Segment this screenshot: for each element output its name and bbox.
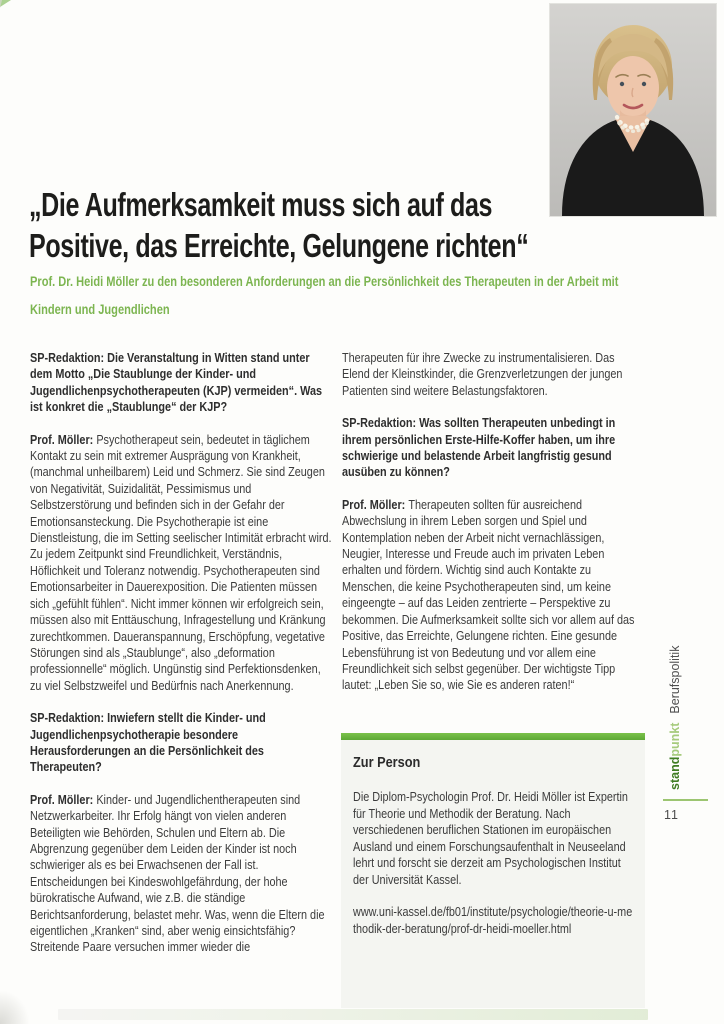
info-box-accent-bar — [341, 733, 645, 740]
article-headline — [29, 184, 686, 266]
answer-text: Therapeuten sollten für ausreichend Abwechslung in ihrem Leben sorgen und Spiel und Kontemplation neben der Arbeit nicht vernachlässigen, Neugier, Interesse und Freude auch im privaten Leben erhalten und fördern. Wichtig sind auch Kontakte zu Menschen, die keine Psychotherapeuten sind, um keine eingeengte – auf das Leiden zentrierte – Perspektive zu bekommen. Die Aufmerksamkeit sollte sich vor allem auf das Positive, das Erreichte, Gelungene richten. Eine gesunde Lebensführung ist von Bedeutung und vor allem eine Freundlichkeit sich selbst gegenüber. Der wichtigste Tipp lautet: „Leben Sie so, wie Sie es anderen raten!“ — [342, 497, 635, 693]
interview-question: SP-Redaktion: Inwiefern stellt die Kinder- und Jugendlichenpsychotherapie besondere Herausforderungen an die Persönlichkeit des Therapeuten? — [30, 711, 266, 775]
scan-smudge-artifact — [0, 990, 30, 1024]
article-subhead: Prof. Dr. Heidi Möller zu den besonderen Anforderungen an die Persönlichkeit des Therapeuten in der Arbeit mit Kindern und Jugendlichen — [30, 274, 619, 317]
speaker-prefix: Prof. Möller: — [30, 432, 97, 447]
answer-text: Psychotherapeut sein, bedeutet in täglichem Kontakt zu sein mit extremer Ausprägung von Krankheit, (manchmal unheilbarem) Leid und Schmerz. Sie sind Zeugen von Negativität, Suizidalität, Pessimismus und Selbstzerstörung und befinden sich in der Gefahr der Emotionsansteckung. Die Psychotherapie ist eine Dienstleistung, die im Setting seelischer Intimität erbracht wird. Zu jedem Zeitpunkt sind Freundlichkeit, Verständnis, Höflichkeit und Toleranz notwendig. Psychotherapeuten sind Emotionsarbeiter in Dauerexposition. Die Patienten müssen sich „gefühlt fühlen“. Nicht immer können wir erfolgreich sein, müssen also mit Enttäuschung, Infragestellung und Kränkung zurechtkommen. Daueranspannung, Erschöpfung, vegetative Störungen sind als „Staublunge“, also „deformation professionnelle“ möglich. Ungünstig sind Perfektionsdenken, zu viel Selbstzweifel und Bedürfnis nach Anerkennung. — [30, 432, 332, 693]
headline-line-2: Positive, das Erreichte, Gelungene richten“ — [29, 227, 529, 264]
brand-stand: stand — [668, 756, 682, 790]
info-box-url: www.uni-kassel.de/fb01/institute/psychologie/theorie-u-methodik-der-beratung/prof-dr-heidi-moeller.html — [353, 905, 633, 936]
interview-question: SP-Redaktion: Die Veranstaltung in Witten stand unter dem Motto „Die Staublunge der Kinder- und Jugendlichenpsychotherapeuten (KJP) vermeiden“. Was ist konkret die „Staublunge“ der KJP? — [30, 351, 323, 415]
scan-edge-artifact — [0, 0, 4, 68]
body-paragraph: Therapeuten für ihre Zwecke zu instrumentalisieren. Das Elend der Kleinstkinder, die Grenzverletzungen der jungen Patienten sind weitere Belastungsfaktoren. — [342, 351, 623, 398]
interview-question: SP-Redaktion: Was sollten Therapeuten unbedingt in ihrem persönlichen Erste-Hilfe-Koffer haben, um ihre schwierige und belastende Arbeit langfristig gesund ausüben zu können? — [342, 416, 616, 480]
right-column — [342, 350, 644, 710]
answer-text: Kinder- und Jugendlichentherapeuten sind Netzwerkarbeiter. Ihr Erfolg hängt von vielen anderen Beteiligten wie Behörden, Schulen und Eltern ab. Die Abgrenzung gegenüber dem Leiden der Kinder ist noch schwieriger als es bei Erwachsenen der Fall ist. Entscheidungen bei Kindeswohlgefährdung, der hohe bürokratische Aufwand, wie z.B. die ständige Berichtsanforderung, belastet mehr. Was, wenn die Eltern die eigentlichen „Kranken“ sind, aber wenig einsichtsfähig? Streitende Paare versuchen immer wieder die — [30, 792, 325, 955]
info-box-content — [341, 740, 645, 937]
info-box-body: Die Diplom-Psychologin Prof. Dr. Heidi Möller ist Expertin für Theorie und Methodik der Beratung. Nach verschiedenen beruflichen Stationen im europäischen Ausland und einem Forschungsaufenthalt in Neuseeland lehrt und forscht sie derzeit am Psychologischen Institut der Universität Kassel. — [353, 790, 628, 887]
speaker-prefix: Prof. Möller: — [30, 792, 97, 807]
interview-answer — [30, 432, 332, 695]
section-name: Berufspolitik — [668, 645, 682, 714]
interview-answer — [342, 497, 644, 694]
page-number: 11 — [664, 808, 679, 822]
page-bottom-edge-bar — [58, 1009, 648, 1020]
info-box — [341, 733, 645, 1008]
folio-rule — [663, 799, 708, 801]
section-label-vertical — [668, 646, 682, 790]
left-column — [30, 350, 332, 972]
info-box-text — [353, 789, 632, 937]
headline-line-1: „Die Aufmerksamkeit muss sich auf das — [29, 186, 493, 223]
interview-answer — [30, 792, 332, 956]
speaker-prefix: Prof. Möller: — [342, 497, 409, 512]
info-box-title: Zur Person — [353, 754, 421, 771]
brand-punkt: punkt — [668, 722, 682, 757]
